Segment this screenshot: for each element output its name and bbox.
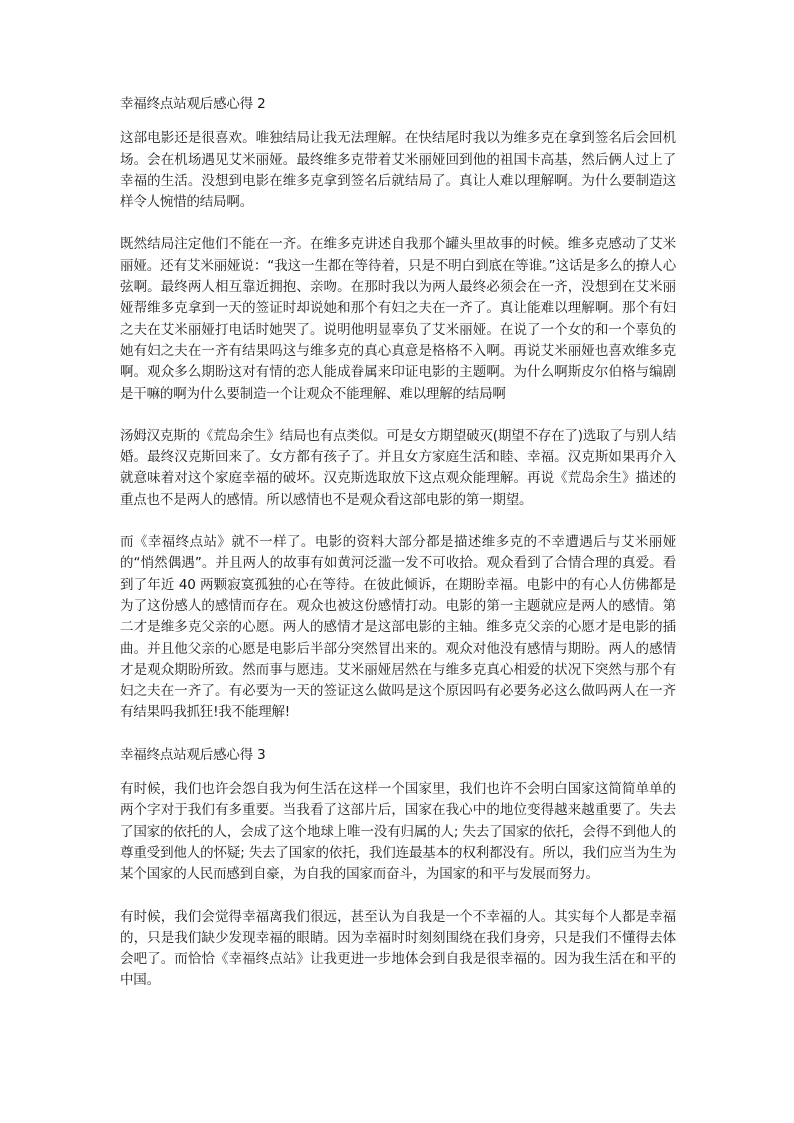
document-body xyxy=(120,94,676,1013)
paragraph: 有时候，我们也许会怨自我为何生活在这样一个国家里，我们也许不会明白国家这简简单单的两个字对于我们有多重要。当我看了这部片后，国家在我心中的地位变得越来越重要了。失去了国家的依托的人，会成了这个地球上唯一没有归属的人; 失去了国家的依托，会得不到他人的尊重受到他人的怀疑; 失去了国家的依托，我们连最基本的权利都没有。所以，我们应当为生为某个国家的人民而感到自豪，为自我的国家而奋斗，为国家的和平与发展而努力。 xyxy=(120,781,676,883)
section-heading: 幸福终点站观后感心得 3 xyxy=(120,746,266,763)
paragraph: 这部电影还是很喜欢。唯独结局让我无法理解。在快结尾时我以为维多克在拿到签名后会回机场。会在机场遇见艾米丽娅。最终维多克带着艾米丽娅回到他的祖国卡高基，然后俩人过上了幸福的生活。没想到电影在维多克拿到签名后就结局了。真让人难以理解啊。为什么要制造这样令人惋惜的结局啊。 xyxy=(120,130,676,211)
section-3 xyxy=(120,745,676,992)
section-heading: 幸福终点站观后感心得 2 xyxy=(120,96,266,112)
paragraph: 汤姆汉克斯的《荒岛余生》结局也有点类似。可是女方期望破灭(期望不存在了)选取了与别人结婚。最终汉克斯回来了。女方都有孩子了。并且女方家庭生活和睦、幸福。汉克斯如果再介入就意味着对这个家庭幸福的破坏。汉克斯选取放下这点观众能理解。再说《荒岛余生》描述的重点也不是两人的感情。所以感情也不是观众看这部电影的第一期望。 xyxy=(120,427,676,508)
paragraph: 有时候，我们会觉得幸福离我们很远，甚至认为自我是一个不幸福的人。其实每个人都是幸福的，只是我们缺少发现幸福的眼睛。因为幸福时时刻刻围绕在我们身旁，只是我们不懂得去体会吧了。而恰恰《幸福终点站》让我更进一步地体会到自我是很幸福的。因为我生活在和平的中国。 xyxy=(120,908,676,989)
paragraph: 而《幸福终点站》就不一样了。电影的资料大部分都是描述维多克的不幸遭遇后与艾米丽娅的“悄然偶遇”。并且两人的故事有如黄河泛滥一发不可收拾。观众看到了合情合理的真爱。看到了年近 40 两颗寂寞孤独的心在等待。在彼此倾诉，在期盼幸福。电影中的有心人仿佛都是为了这份感人的感情而存在。观众也被这份感情打动。电影的第一主题就应是两人的感情。第二才是维多克父亲的心愿。两人的感情才是这部电影的主轴。维多克父亲的心愿才是电影的插曲。并且他父亲的心愿是电影后半部分突然冒出来的。观众对他没有感情与期盼。两人的感情才是观众期盼所致。然而事与愿违。艾米丽娅居然在与维多克真心相爱的状况下突然与那个有妇之夫在一齐了。有必要为一天的签证这么做吗是这个原因吗有必要务必这么做吗两人在一齐有结果吗我抓狂!我不能理解! xyxy=(120,534,676,721)
paragraph: 既然结局注定他们不能在一齐。在维多克讲述自我那个罐头里故事的时候。维多克感动了艾米丽娅。还有艾米丽娅说：“我这一生都在等待着，只是不明白到底在等谁。”这话是多么的撩人心弦啊。最终两人相互靠近拥抱、亲吻。在那时我以为两人最终必须会在一齐，没想到在艾米丽娅帮维多克拿到一天的签证时却说她和那个有妇之夫在一齐了。真让能难以理解啊。那个有妇之夫在艾米丽娅打电话时她哭了。说明他明显辜负了艾米丽娅。在说了一个女的和一个辜负的她有妇之夫在一齐有结果吗这与维多克的真心真意是格格不入啊。再说艾米丽娅也喜欢维多克啊。观众多么期盼这对有情的恋人能成眷属来印证电影的主题啊。为什么啊斯皮尔伯格与编剧是干嘛的啊为什么要制造一个让观众不能理解、难以理解的结局啊 xyxy=(120,236,676,402)
section-2 xyxy=(120,94,676,724)
